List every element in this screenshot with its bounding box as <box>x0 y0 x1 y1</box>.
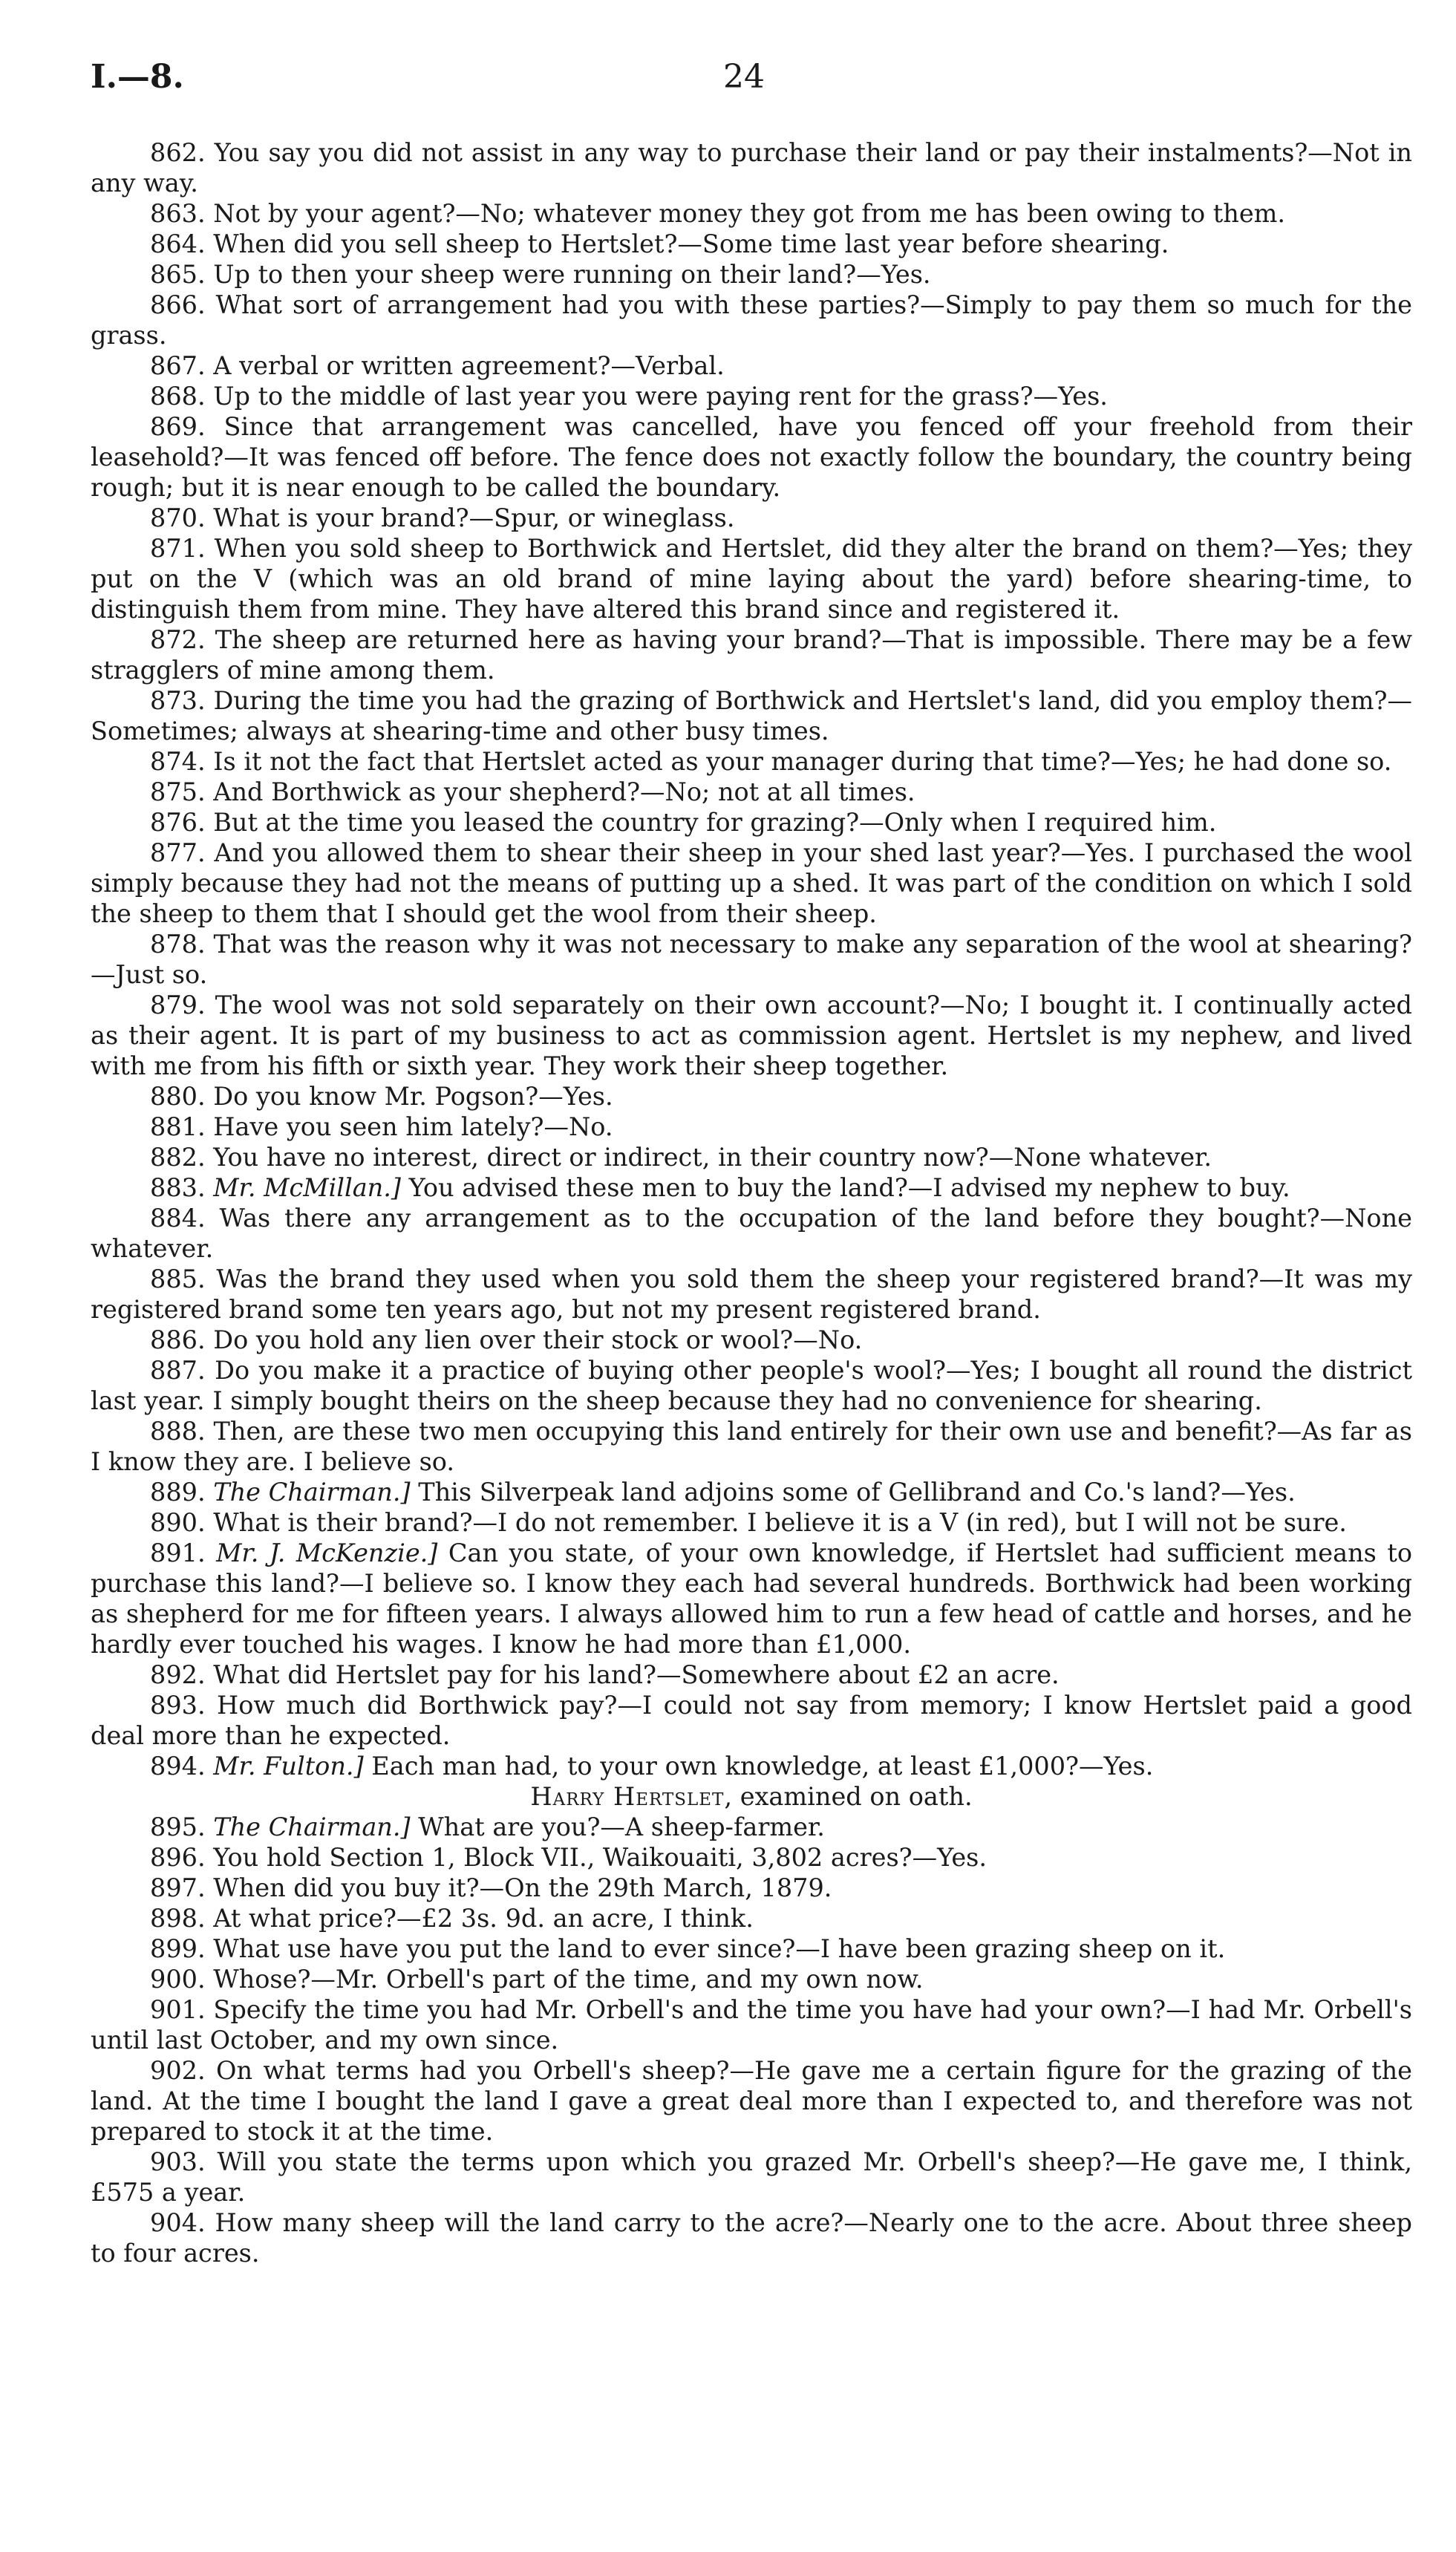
question-text: Do you know Mr. Pogson?—Yes. <box>213 1082 613 1111</box>
question-text: Will you state the terms upon which you grazed Mr. Orbell's sheep?—He gave me, I think, £575 a year. <box>91 2147 1412 2207</box>
question-paragraph <box>91 1873 1412 1903</box>
question-text: You say you did not assist in any way to purchase their land or pay their instalments?—Not in any way. <box>91 138 1412 198</box>
question-paragraph <box>91 533 1412 624</box>
question-text: When did you buy it?—On the 29th March, 1879. <box>213 1873 832 1902</box>
question-paragraph <box>91 137 1412 198</box>
question-paragraph <box>91 1081 1412 1112</box>
document-reference: I.—8. <box>91 58 184 96</box>
question-number: 895. <box>150 1812 206 1841</box>
witness-heading <box>91 1781 1412 1812</box>
question-number: 878. <box>150 930 206 959</box>
question-paragraph <box>91 777 1412 807</box>
question-text: Up to the middle of last year you were paying rent for the grass?—Yes. <box>213 382 1108 411</box>
page-header <box>0 58 1456 110</box>
question-text: Not by your agent?—No; whatever money they got from me has been owing to them. <box>213 199 1286 228</box>
question-number: 865. <box>150 260 206 289</box>
question-paragraph <box>91 259 1412 290</box>
question-number: 891. <box>150 1538 206 1567</box>
question-paragraph <box>91 1964 1412 1994</box>
question-paragraph <box>91 1690 1412 1751</box>
question-text: What is their brand?—I do not remember. I believe it is a V (in red), but I will not be sure. <box>213 1508 1347 1537</box>
question-number: 873. <box>150 686 206 715</box>
question-paragraph <box>91 1203 1412 1264</box>
question-number: 872. <box>150 625 206 654</box>
question-paragraph <box>91 1812 1412 1842</box>
question-paragraph <box>91 350 1412 381</box>
question-text: At what price?—£2 3s. 9d. an acre, I think. <box>213 1904 754 1933</box>
question-number: 888. <box>150 1417 206 1446</box>
question-text: What use have you put the land to ever since?—I have been grazing sheep on it. <box>213 1934 1226 1963</box>
question-text: A verbal or written agreement?—Verbal. <box>213 351 725 380</box>
question-number: 900. <box>150 1965 206 1994</box>
question-text: When you sold sheep to Borthwick and Hertslet, did they alter the brand on them?—Yes; they put on the V (which was an old brand of mine laying about the yard) before shearing-time, to distinguish them from mine. They have altered this brand since and registered it. <box>91 534 1413 624</box>
question-paragraph <box>91 1112 1412 1142</box>
speaker-name: Mr. Fulton.] <box>213 1752 364 1781</box>
question-paragraph <box>91 503 1412 533</box>
question-paragraph <box>91 1355 1412 1416</box>
question-text: You advised these men to buy the land?—I advised my nephew to buy. <box>400 1173 1290 1202</box>
question-text: Since that arrangement was cancelled, have you fenced off your freehold from their leasehold?—It was fenced off before. The fence does not exactly follow the boundary, the country being rough; but it is near enough to be called the boundary. <box>91 412 1413 502</box>
question-paragraph <box>91 1325 1412 1355</box>
question-paragraph <box>91 1994 1412 2055</box>
question-text: This Silverpeak land adjoins some of Gellibrand and Co.'s land?—Yes. <box>410 1478 1296 1507</box>
question-text: Can you state, of your own knowledge, if Hertslet had sufficient means to purchase this land?—I believe so. I know they each had several hundreds. Borthwick had been working as shepherd for me for fifteen years. I always allowed him to run a few head of cattle and horses, and he hardly ever touched his wages. I know he had more than £1,000. <box>91 1538 1413 1659</box>
question-number: 880. <box>150 1082 206 1111</box>
question-text: Do you hold any lien over their stock or wool?—No. <box>213 1325 863 1354</box>
question-number: 864. <box>150 229 206 258</box>
question-text: What sort of arrangement had you with these parties?—Simply to pay them so much for the grass. <box>91 290 1412 350</box>
question-number: 899. <box>150 1934 206 1963</box>
witness-name: Harry Hertslet <box>530 1782 725 1811</box>
question-number: 879. <box>150 991 206 1019</box>
question-paragraph <box>91 1264 1412 1325</box>
question-number: 883. <box>150 1173 206 1202</box>
question-number: 887. <box>150 1356 206 1385</box>
question-number: 876. <box>150 808 206 837</box>
question-text: You hold Section 1, Block VII., Waikouaiti, 3,802 acres?—Yes. <box>213 1843 987 1872</box>
witness-note: , examined on oath. <box>724 1782 973 1811</box>
question-text: Each man had, to your own knowledge, at least £1,000?—Yes. <box>363 1752 1154 1781</box>
question-number: 874. <box>150 747 206 776</box>
question-paragraph <box>91 1933 1412 1964</box>
question-text: And Borthwick as your shepherd?—No; not at all times. <box>213 777 915 806</box>
question-paragraph <box>91 381 1412 411</box>
page-number: 24 <box>723 58 765 96</box>
question-number: 890. <box>150 1508 206 1537</box>
question-paragraph <box>91 1142 1412 1172</box>
question-number: 892. <box>150 1660 206 1689</box>
question-number: 868. <box>150 382 206 411</box>
question-text: That was the reason why it was not necessary to make any separation of the wool at shearing?—Just so. <box>91 930 1412 989</box>
question-number: 904. <box>150 2208 206 2237</box>
question-paragraph <box>91 2147 1412 2207</box>
question-number: 896. <box>150 1843 206 1872</box>
question-number: 870. <box>150 503 206 532</box>
question-text: What is your brand?—Spur, or wineglass. <box>213 503 735 532</box>
question-paragraph <box>91 624 1412 685</box>
question-number: 889. <box>150 1478 206 1507</box>
question-number: 869. <box>150 412 206 441</box>
question-paragraph <box>91 411 1412 503</box>
question-text: Have you seen him lately?—No. <box>213 1112 613 1141</box>
speaker-name: The Chairman.] <box>213 1812 411 1841</box>
question-number: 875. <box>150 777 206 806</box>
question-number: 882. <box>150 1143 206 1172</box>
question-paragraph <box>91 1172 1412 1203</box>
question-number: 901. <box>150 1995 206 2024</box>
evidence-section-1 <box>91 137 1412 1781</box>
question-number: 903. <box>150 2147 206 2176</box>
question-text: How much did Borthwick pay?—I could not say from memory; I know Hertslet paid a good deal more than he expected. <box>91 1691 1412 1750</box>
question-text: Do you make it a practice of buying other people's wool?—Yes; I bought all round the district last year. I simply bought theirs on the sheep because they had no convenience for shearing. <box>91 1356 1412 1415</box>
question-paragraph <box>91 1751 1412 1781</box>
question-number: 884. <box>150 1204 206 1233</box>
question-paragraph <box>91 1507 1412 1538</box>
question-text: The wool was not sold separately on their own account?—No; I bought it. I continually acted as their agent. It is part of my business to act as commission agent. Hertslet is my nephew, and lived with me from his fifth or sixth year. They work their sheep together. <box>91 991 1412 1080</box>
question-number: 881. <box>150 1112 206 1141</box>
speaker-name: The Chairman.] <box>213 1478 411 1507</box>
question-paragraph <box>91 1477 1412 1507</box>
question-paragraph <box>91 198 1412 229</box>
evidence-section-2 <box>91 1812 1412 2268</box>
question-text: Whose?—Mr. Orbell's part of the time, and my own now. <box>213 1965 924 1994</box>
question-number: 894. <box>150 1752 206 1781</box>
question-text: Is it not the fact that Hertslet acted as your manager during that time?—Yes; he had done so. <box>213 747 1392 776</box>
question-number: 877. <box>150 838 206 867</box>
question-text: Up to then your sheep were running on their land?—Yes. <box>213 260 931 289</box>
question-text: When did you sell sheep to Hertslet?—Some time last year before shearing. <box>213 229 1169 258</box>
question-number: 885. <box>150 1264 206 1293</box>
question-paragraph <box>91 2055 1412 2147</box>
question-number: 867. <box>150 351 206 380</box>
question-text: But at the time you leased the country for grazing?—Only when I required him. <box>213 808 1217 837</box>
question-paragraph <box>91 290 1412 350</box>
question-text: What are you?—A sheep-farmer. <box>410 1812 825 1841</box>
question-number: 863. <box>150 199 206 228</box>
question-text: You have no interest, direct or indirect, in their country now?—None whatever. <box>213 1143 1212 1172</box>
question-text: How many sheep will the land carry to the acre?—Nearly one to the acre. About three sheep to four acres. <box>91 2208 1412 2268</box>
question-number: 866. <box>150 290 206 319</box>
question-paragraph <box>91 229 1412 259</box>
question-text: During the time you had the grazing of Borthwick and Hertslet's land, did you employ them?—Sometimes; always at shearing-time and other busy times. <box>91 686 1412 745</box>
question-paragraph <box>91 838 1412 929</box>
question-number: 898. <box>150 1904 206 1933</box>
question-number: 902. <box>150 2056 206 2085</box>
question-paragraph <box>91 2207 1412 2268</box>
question-paragraph <box>91 807 1412 838</box>
question-number: 897. <box>150 1873 206 1902</box>
question-paragraph <box>91 685 1412 746</box>
question-number: 862. <box>150 138 206 167</box>
document-body <box>91 137 1412 2268</box>
question-paragraph <box>91 1842 1412 1873</box>
question-text: The sheep are returned here as having your brand?—That is impossible. There may be a few stragglers of mine among them. <box>91 625 1412 685</box>
question-paragraph <box>91 1660 1412 1690</box>
question-paragraph <box>91 746 1412 777</box>
question-text: Was the brand they used when you sold them the sheep your registered brand?—It was my registered brand some ten years ago, but not my present registered brand. <box>91 1264 1413 1324</box>
question-text: On what terms had you Orbell's sheep?—He gave me a certain figure for the grazing of the land. At the time I bought the land I gave a great deal more than I expected to, and therefore was not prepared to stock it at the time. <box>91 2056 1412 2146</box>
question-text: Then, are these two men occupying this land entirely for their own use and benefit?—As far as I know they are. I believe so. <box>91 1417 1412 1476</box>
question-paragraph <box>91 990 1412 1081</box>
question-text: What did Hertslet pay for his land?—Somewhere about £2 an acre. <box>213 1660 1060 1689</box>
question-paragraph <box>91 929 1412 990</box>
speaker-name: Mr. J. McKenzie.] <box>216 1538 438 1567</box>
question-text: And you allowed them to shear their sheep in your shed last year?—Yes. I purchased the wool simply because they had not the means of putting up a shed. It was part of the condition on which I sold the sheep to them that I should get the wool from their sheep. <box>91 838 1412 928</box>
question-text: Was there any arrangement as to the occupation of the land before they bought?—None whatever. <box>91 1204 1412 1263</box>
question-paragraph <box>91 1416 1412 1477</box>
question-number: 893. <box>150 1691 206 1720</box>
question-text: Specify the time you had Mr. Orbell's and the time you have had your own?—I had Mr. Orbell's until last October, and my own since. <box>91 1995 1412 2055</box>
question-number: 871. <box>150 534 206 563</box>
speaker-name: Mr. McMillan.] <box>213 1173 401 1202</box>
question-paragraph <box>91 1538 1412 1660</box>
question-paragraph <box>91 1903 1412 1933</box>
question-number: 886. <box>150 1325 206 1354</box>
